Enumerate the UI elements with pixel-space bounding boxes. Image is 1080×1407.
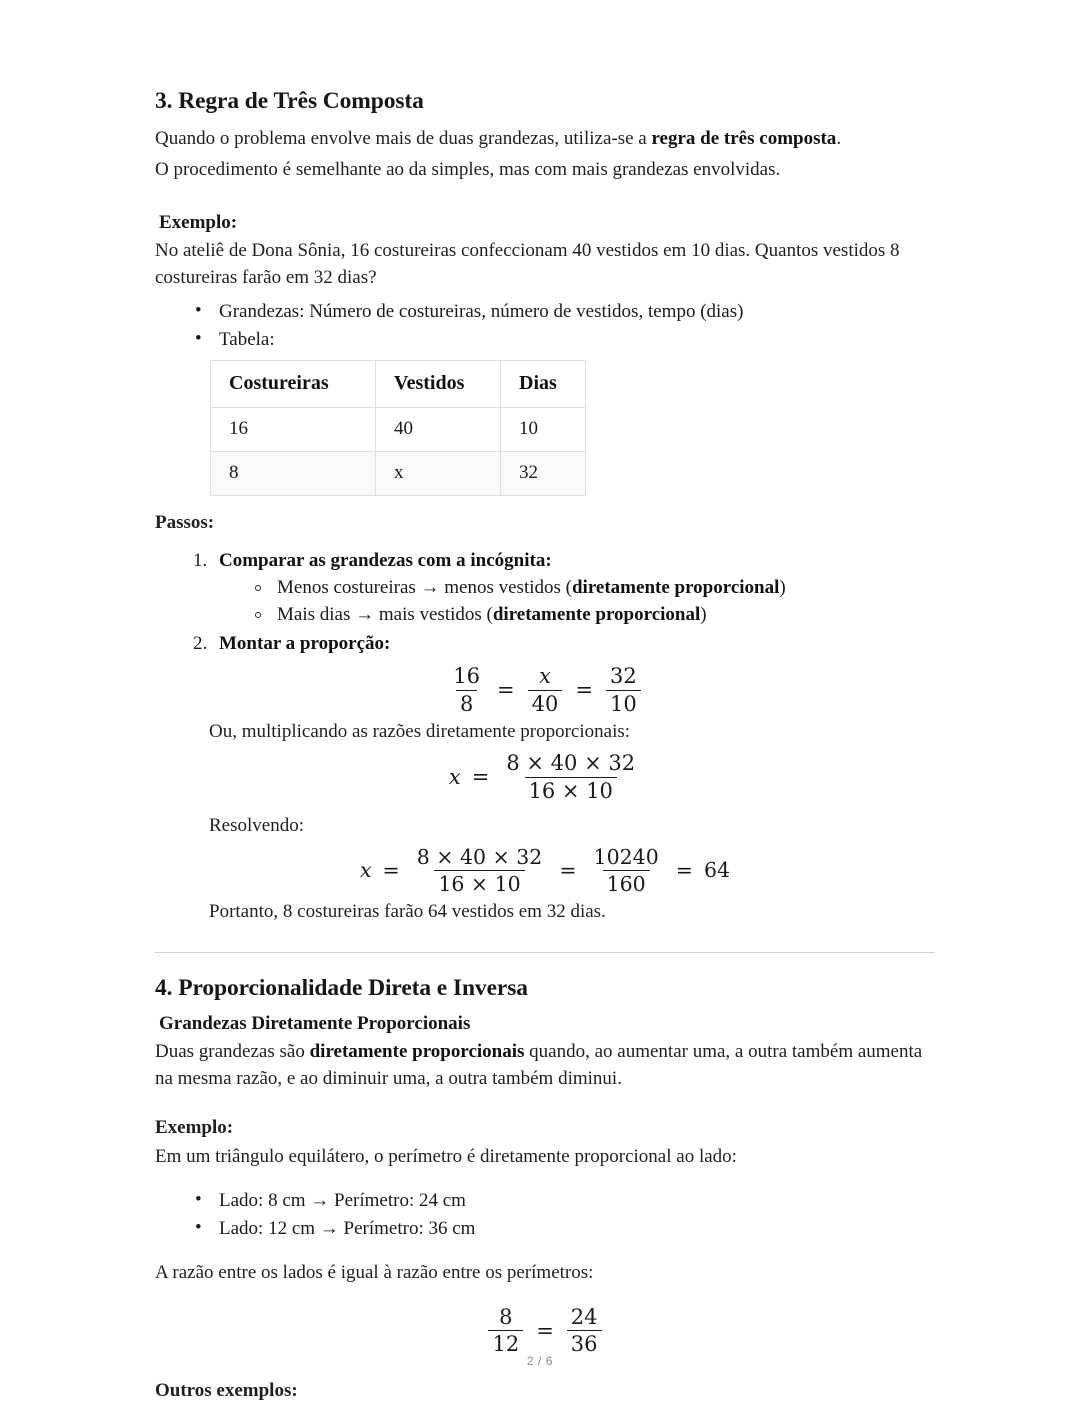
fraction-16-over-8 [449,665,484,715]
step-heading: Comparar as grandezas com a incógnita: [219,549,552,571]
note-solving: Resolvendo: [209,814,304,836]
section-4-example-heading: Exemplo: [155,1116,234,1138]
list-item: • Grandezas: Número de costureiras, número de vestidos, tempo (dias) [191,298,935,326]
equals-sign: = [536,1318,554,1343]
definition-text-bold: diretamente proporcionais [309,1040,525,1062]
section-4-subtitle: Grandezas Diretamente Proporcionais [159,1012,471,1034]
fraction-10240-over-160 [590,846,663,895]
equals-sign: = [675,858,693,883]
equation-product-form [155,752,935,802]
section-4-title: 4. Proporcionalidade Direta e Inversa [155,974,528,1001]
table-header-dias: Dias [501,360,586,407]
equals-sign: = [382,858,400,883]
fraction-numerator: 32 [609,663,637,688]
subitem-text-post: ) [779,577,786,599]
subitem-text-bold: diretamente proporcional [492,604,701,626]
equation-row [360,846,730,895]
table-row [211,451,586,495]
table-cell: 10 [501,407,586,451]
table-header-vestidos: Vestidos [376,360,501,407]
definition-text-pre: Duas grandezas são [155,1040,310,1062]
table-header-costureiras: Costureiras [211,360,376,407]
subitem-text-pre: Menos costureiras → menos vestidos ( [277,577,572,599]
fraction-denominator: 10 [606,690,641,716]
steps-label: Passos: [155,511,215,533]
equation-row [486,1306,603,1356]
section-4-ratio-text: A razão entre os lados é igual à razão entre os perímetros: [155,1261,594,1283]
equation-result: 64 [703,858,731,883]
equation-ratio [155,1305,935,1356]
equals-sign: = [575,678,593,703]
fraction-denominator: 160 [603,870,650,895]
fraction-numerator: 8 [499,1304,513,1329]
subitem-text-bold: diretamente proporcional [571,577,780,599]
section-3-example-text: No ateliê de Dona Sônia, 16 costureiras confeccionam 40 vestidos em 10 dias. Quantos vestidos 8 costureiras farão em 32 dias? [155,239,900,288]
equation-solution [155,846,935,895]
table-cell: 32 [501,451,586,495]
table-cell: x [376,451,501,495]
section-4-definition [155,1039,935,1093]
section-3-title: 3. Regra de Três Composta [155,88,424,114]
list-item: • Lado: 12 cm → Perímetro: 36 cm [191,1215,935,1244]
fraction-numerator: x [539,663,551,688]
fraction-x-over-40 [528,665,563,715]
table-header-row [211,360,586,407]
list-item: • Tabela: [191,326,935,354]
section-4-bullet-list [155,1187,935,1244]
table-body [211,407,586,495]
fraction-8-over-12 [488,1306,523,1356]
fraction-denominator: 12 [488,1330,523,1356]
others-examples-label: Outros exemplos: [155,1380,298,1401]
fraction-denominator: 36 [567,1330,602,1356]
list-item: • Lado: 8 cm → Perímetro: 24 cm [191,1187,935,1216]
fraction-numerator: 10240 [593,844,659,869]
fraction-numerator: 16 [453,663,481,688]
table-head [211,360,586,407]
equation-row [447,665,642,715]
fraction-product [502,752,639,802]
section-3-bullet-list [155,298,935,354]
equals-sign: = [471,765,490,790]
list-item [249,602,935,629]
fraction-numerator: 8 × 40 × 32 [416,844,543,869]
fraction-numerator: 8 × 40 × 32 [506,751,636,776]
list-item [249,575,935,602]
step-1-sublist [219,575,935,629]
variable-x: x [359,858,372,883]
section-3-example-heading: Exemplo: [159,211,238,233]
intro-text-bold: regra de três composta [651,128,837,149]
equals-sign: = [497,678,515,703]
fraction-denominator: 40 [528,690,563,716]
note-multiplying: Ou, multiplicando as razões diretamente proporcionais: [209,721,631,743]
definition-text-post: quando, ao aumentar uma, a outra também aumenta na mesma razão, e ao diminuir uma, a outra também diminui. [155,1040,923,1089]
equation-row [449,752,641,802]
section-3-conclusion: Portanto, 8 costureiras farão 64 vestidos em 32 dias. [209,900,606,922]
section-3-intro-line-1 [155,126,935,153]
fraction-24-over-36 [567,1306,602,1356]
table-cell: 16 [211,407,376,451]
fraction-numerator: 24 [570,1304,598,1329]
fraction-denominator: 8 [456,690,477,716]
document-page [155,88,935,1407]
step-item-1 [193,547,935,629]
proportion-table-wrapper [155,360,935,496]
step-heading: Montar a proporção: [219,633,391,655]
variable-x: x [448,765,461,790]
equation-proportion [155,664,935,715]
page-footer: 2 / 6 [526,1354,554,1368]
intro-text-pre: Quando o problema envolve mais de duas grandezas, utiliza-se a [155,128,652,149]
fraction-product [413,846,547,895]
equals-sign: = [559,858,577,883]
fraction-denominator: 16 × 10 [434,870,524,895]
table-cell: 40 [376,407,501,451]
section-3-intro-line-2: O procedimento é semelhante ao da simples, mas com mais grandezas envolvidas. [155,158,781,180]
proportion-table [210,360,586,496]
intro-text-post: . [836,128,842,149]
section-4-example-text: Em um triângulo equilátero, o perímetro é diretamente proporcional ao lado: [155,1145,737,1167]
subitem-text-post: ) [700,604,707,626]
step-item-2 [193,630,935,658]
fraction-denominator: 16 × 10 [525,777,617,803]
steps-list [155,547,935,658]
fraction-32-over-10 [606,665,641,715]
subitem-text-pre: Mais dias → mais vestidos ( [277,604,493,626]
table-cell: 8 [211,451,376,495]
table-row [211,407,586,451]
section-divider [155,952,935,953]
